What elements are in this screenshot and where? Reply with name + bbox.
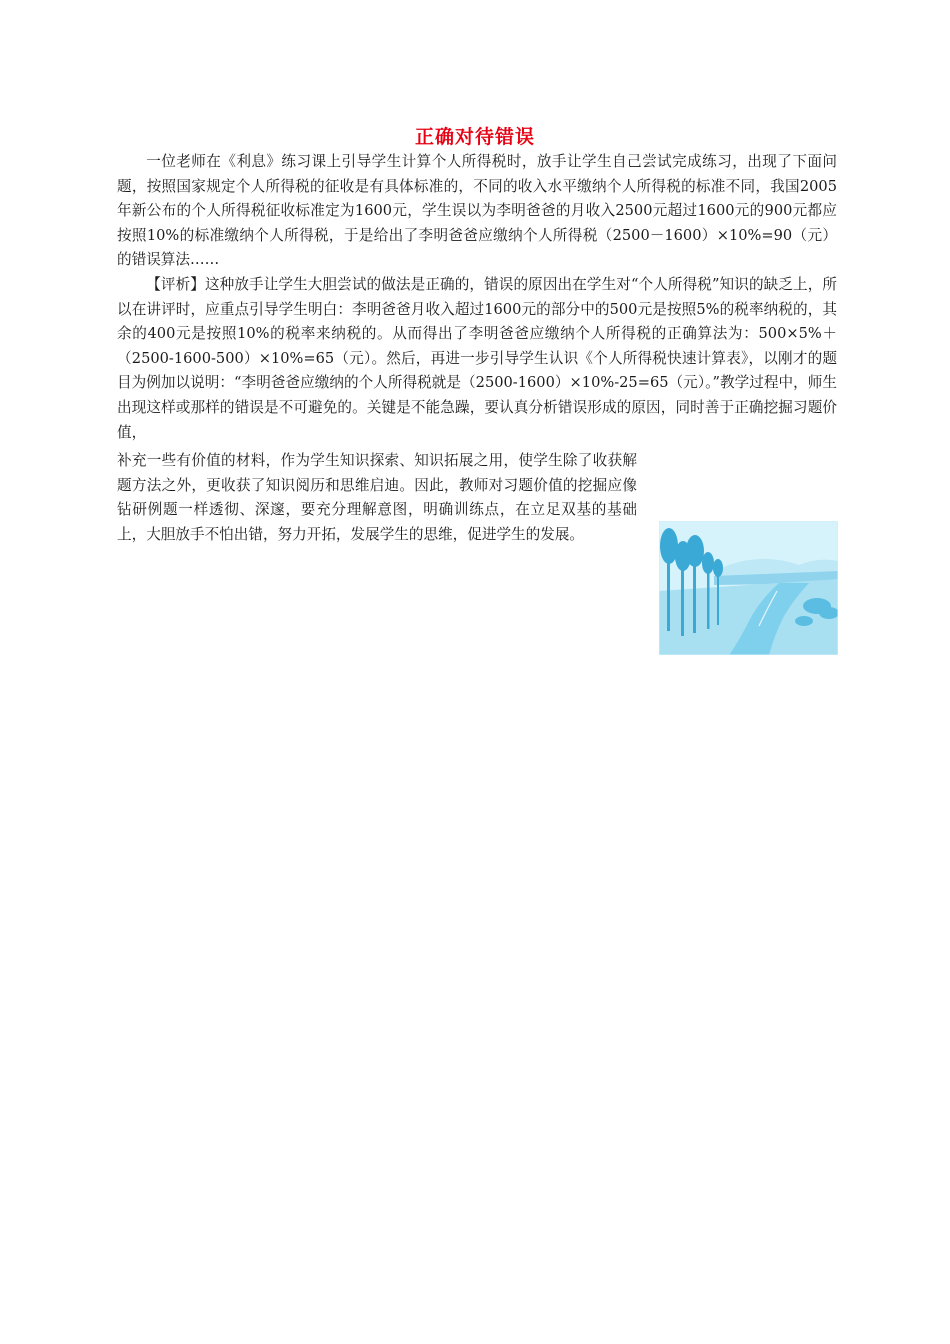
paragraph-intro: 一位老师在《利息》练习课上引导学生计算个人所得税时，放手让学生自己尝试完成练习，出现了下面问题，按照国家规定个人所得税的征收是有具体标准的，不同的收入水平缴纳个人所得税的标准不同，我国2005年新公布的个人所得税征收标准定为1600元，学生误以为李明爸爸的月收入2500元超过1600元的900元都应按照10%的标准缴纳个人所得税，于是给出了李明爸爸应缴纳个人所得税（2500－1600）×10%=90（元）的错误算法…… bbox=[117, 153, 837, 269]
paragraph-conclusion: 补充一些有价值的材料，作为学生知识探索、知识拓展之用，使学生除了收获解题方法之外，更收获了知识阅历和思维启迪。因此，教师对习题价值的挖掘应像钻研例题一样透彻、深邃，要充分理解意图，明确训练点，在立足双基的基础上，大胆放手不怕出错，努力开拓，发展学生的思维，促进学生的发展。 bbox=[117, 452, 637, 543]
document-title: 正确对待错误 bbox=[414, 126, 535, 148]
paragraph-commentary: 【评析】这种放手让学生大胆尝试的做法是正确的，错误的原因出在学生对“个人所得税”知识的缺乏上，所以在讲评时，应重点引导学生明白：李明爸爸月收入超过1600元的部分中的500元是按照5%的税率纳税的，其余的400元是按照10%的税率来纳税的。从而得出了李明爸爸应缴纳个人所得税的正确算法为：500×5%＋（2500-1600-500）×10%=65（元）。然后，再进一步引导学生认识《个人所得税快速计算表》，以刚才的题目为例加以说明：“李明爸爸应缴纳的个人所得税就是（2500-1600）×10%-25=65（元）。”教学过程中，师生出现这样或那样的错误是不可避免的。关键是不能急躁，要认真分析错误形成的原因，同时善于正确挖掘习题价值， bbox=[117, 276, 837, 441]
landscape-drawing bbox=[659, 521, 838, 655]
landscape-illustration bbox=[659, 521, 838, 655]
